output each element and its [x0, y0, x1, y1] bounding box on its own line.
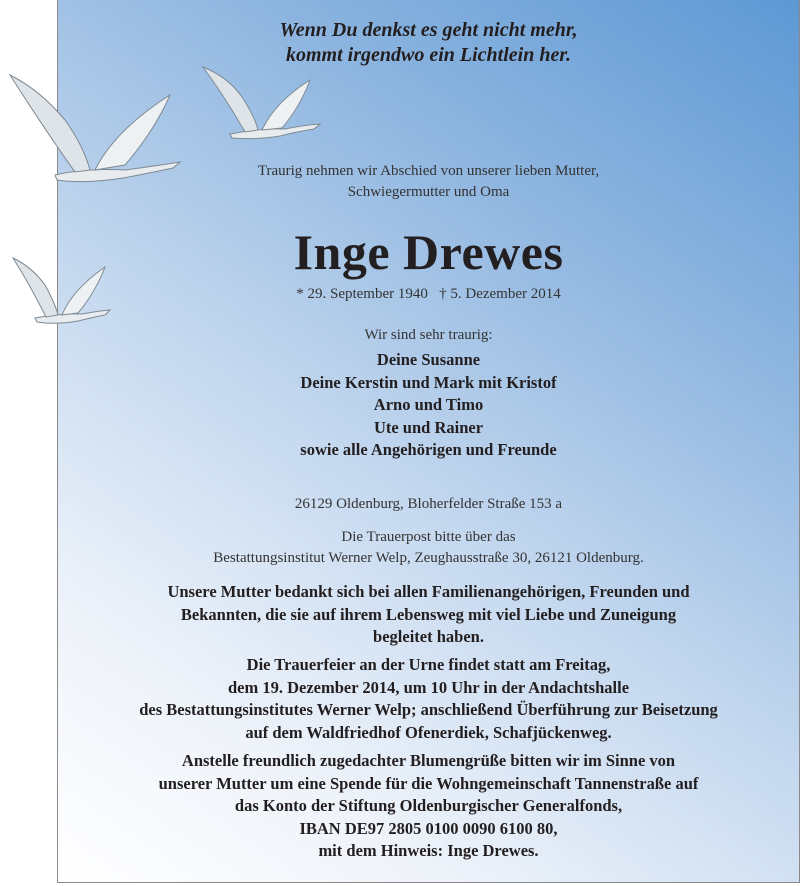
donation-line: das Konto der Stiftung Oldenburgischer Generalfonds,	[234, 796, 623, 815]
mourner: Deine Susanne	[376, 350, 481, 369]
address: 26129 Oldenburg, Bloherfelder Straße 153 a	[294, 496, 563, 512]
donation-line: Anstelle freundlich zugedachter Blumengrüße bitten wir im Sinne von	[181, 751, 676, 770]
mail-line: Die Trauerpost bitte über das	[341, 529, 516, 545]
donation-line: mit dem Hinweis: Inge Drewes.	[318, 841, 539, 860]
donation-line: IBAN DE97 2805 0100 0090 6100 80,	[299, 818, 558, 838]
quote-line: Wenn Du denkst es geht nicht mehr,	[279, 19, 578, 41]
quote	[57, 18, 800, 68]
deceased-name: Inge Drewes	[293, 224, 564, 280]
mail-info	[57, 527, 800, 569]
swan-image	[200, 62, 325, 142]
mail-line: Bestattungsinstitut Werner Welp, Zeughausstraße 30, 26121 Oldenburg.	[213, 550, 644, 566]
thanks-line: Bekannten, die sie auf ihrem Lebensweg mit viel Liebe und Zuneigung	[180, 604, 677, 624]
intro-line: Traurig nehmen wir Abschied von unserer lieben Mutter,	[257, 163, 600, 179]
quote-line: kommt irgendwo ein Lichtlein her.	[285, 44, 572, 66]
ceremony-line: dem 19. Dezember 2014, um 10 Uhr in der Andachtshalle	[227, 677, 630, 697]
mourner: Deine Kerstin und Mark mit Kristof	[300, 372, 557, 392]
mourners-intro: Wir sind sehr traurig:	[364, 327, 493, 343]
ceremony-line: des Bestattungsinstitutes Werner Welp; anschließend Überführung zur Beisetzung	[139, 700, 718, 719]
ceremony-line: auf dem Waldfriedhof Ofenerdiek, Schafjückenweg.	[245, 722, 612, 742]
thanks-line: begleitet haben.	[373, 627, 484, 646]
thanks-line: Unsere Mutter bedankt sich bei allen Familienangehörigen, Freunden und	[167, 582, 690, 601]
mourner: Arno und Timo	[373, 395, 484, 414]
ceremony-paragraph	[57, 654, 800, 744]
mourner: Ute und Rainer	[373, 417, 484, 437]
donation-paragraph	[57, 750, 800, 863]
life-dates: * 29. September 1940 † 5. Dezember 2014	[296, 286, 561, 302]
intro-line: Schwiegermutter und Oma	[347, 184, 510, 200]
thanks-paragraph	[57, 581, 800, 649]
ceremony-line: Die Trauerfeier an der Urne findet statt am Freitag,	[246, 655, 611, 674]
donation-line: unserer Mutter um eine Spende für die Wohngemeinschaft Tannenstraße auf	[158, 773, 699, 793]
mourners-list	[57, 349, 800, 462]
mourner: sowie alle Angehörigen und Freunde	[300, 440, 557, 459]
intro	[57, 161, 800, 203]
